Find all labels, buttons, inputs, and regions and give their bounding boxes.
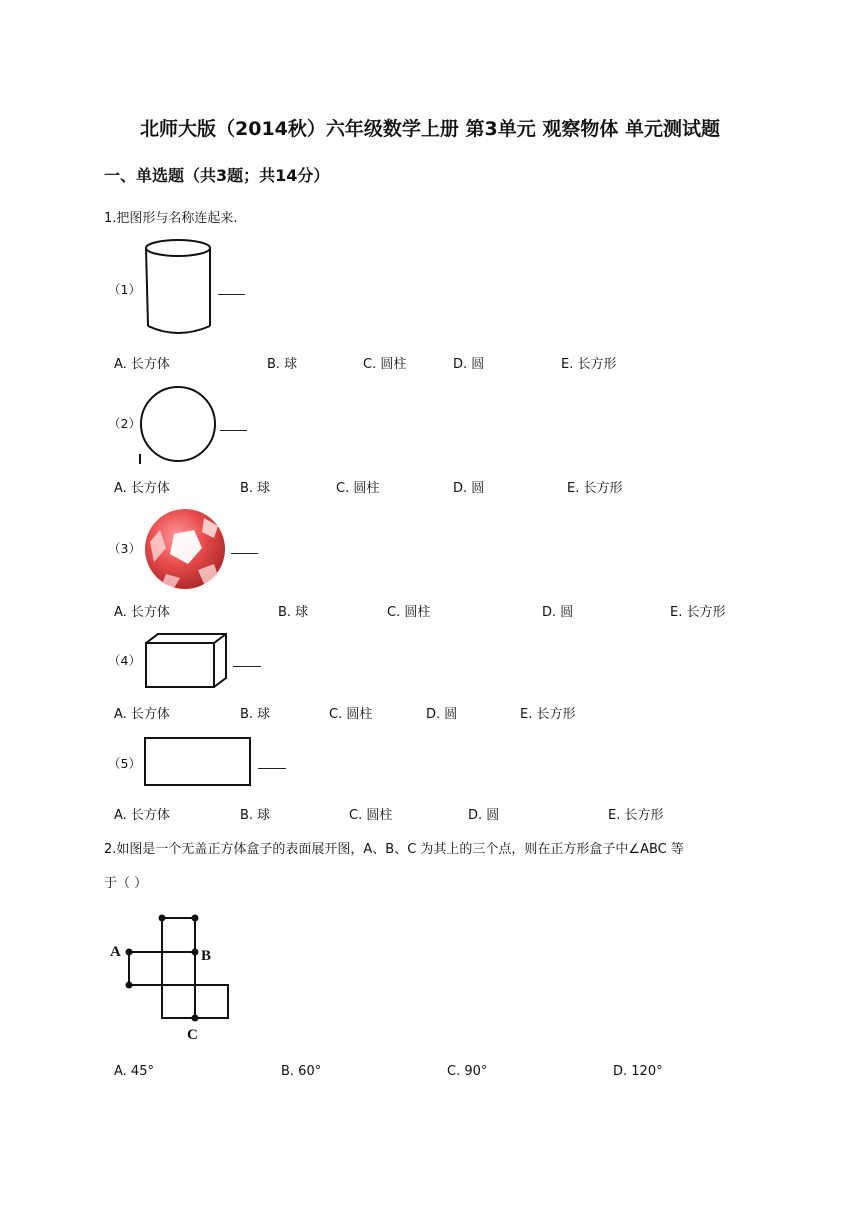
option-1c[interactable]: C. 圆柱 — [363, 357, 407, 372]
point-b-dot — [192, 949, 199, 956]
cube-net-figure — [108, 912, 238, 1047]
option-4c[interactable]: C. 圆柱 — [329, 707, 373, 722]
option-2c[interactable]: C. 圆柱 — [336, 481, 380, 496]
point-c-label: C — [187, 1027, 198, 1043]
part-4-label: （4） — [108, 653, 141, 668]
option-q2-a[interactable]: A. 45° — [114, 1064, 154, 1079]
part-3-label: （3） — [108, 541, 141, 556]
page-title: 北师大版（2014秋）六年级数学上册 第3单元 观察物体 单元测试题 — [140, 118, 720, 140]
point-a-dot — [126, 949, 133, 956]
option-3c[interactable]: C. 圆柱 — [387, 605, 431, 620]
option-5b[interactable]: B. 球 — [240, 808, 271, 823]
option-q2-d[interactable]: D. 120° — [613, 1064, 663, 1079]
question-1-stem: 1.把图形与名称连起来. — [104, 211, 238, 226]
option-5e[interactable]: E. 长方形 — [608, 808, 664, 823]
option-3e[interactable]: E. 长方形 — [670, 605, 726, 620]
option-4d[interactable]: D. 圆 — [426, 707, 458, 722]
part-2-label: （2） — [108, 416, 141, 431]
circle-figure — [138, 386, 220, 466]
part-5-label: （5） — [108, 756, 141, 771]
option-1e[interactable]: E. 长方形 — [561, 357, 617, 372]
cuboid-figure — [144, 633, 230, 691]
option-2b[interactable]: B. 球 — [240, 481, 271, 496]
answer-blank-1[interactable] — [218, 294, 245, 295]
option-3b[interactable]: B. 球 — [278, 605, 309, 620]
option-q2-b[interactable]: B. 60° — [281, 1064, 322, 1079]
cylinder-figure — [140, 238, 220, 338]
part-1-label: （1） — [108, 282, 141, 297]
answer-blank-3[interactable] — [231, 553, 258, 554]
ball-figure — [144, 508, 228, 592]
point-c-dot — [192, 1015, 199, 1022]
option-4e[interactable]: E. 长方形 — [520, 707, 576, 722]
question-2-stem-line-2: 于（ ） — [104, 876, 148, 891]
option-2a[interactable]: A. 长方体 — [114, 481, 170, 496]
option-1b[interactable]: B. 球 — [267, 357, 298, 372]
option-2d[interactable]: D. 圆 — [453, 481, 485, 496]
option-3d[interactable]: D. 圆 — [542, 605, 574, 620]
point-a-label: A — [110, 944, 121, 960]
option-q2-c[interactable]: C. 90° — [447, 1064, 488, 1079]
answer-blank-2[interactable] — [220, 430, 247, 431]
answer-blank-4[interactable] — [233, 666, 261, 667]
answer-blank-5[interactable] — [258, 768, 286, 769]
option-3a[interactable]: A. 长方体 — [114, 605, 170, 620]
option-4a[interactable]: A. 长方体 — [114, 707, 170, 722]
option-5d[interactable]: D. 圆 — [468, 808, 500, 823]
question-2-stem-line-1: 2.如图是一个无盖正方体盒子的表面展开图，A、B、C 为其上的三个点，则在正方形盒子中∠ABC 等 — [104, 842, 684, 857]
option-4b[interactable]: B. 球 — [240, 707, 271, 722]
option-1d[interactable]: D. 圆 — [453, 357, 485, 372]
option-5c[interactable]: C. 圆柱 — [349, 808, 393, 823]
rectangle-figure — [144, 736, 254, 788]
option-2e[interactable]: E. 长方形 — [567, 481, 623, 496]
option-1a[interactable]: A. 长方体 — [114, 357, 170, 372]
option-5a[interactable]: A. 长方体 — [114, 808, 170, 823]
section-heading: 一、单选题（共3题；共14分） — [104, 166, 330, 185]
point-b-label: B — [201, 948, 212, 964]
